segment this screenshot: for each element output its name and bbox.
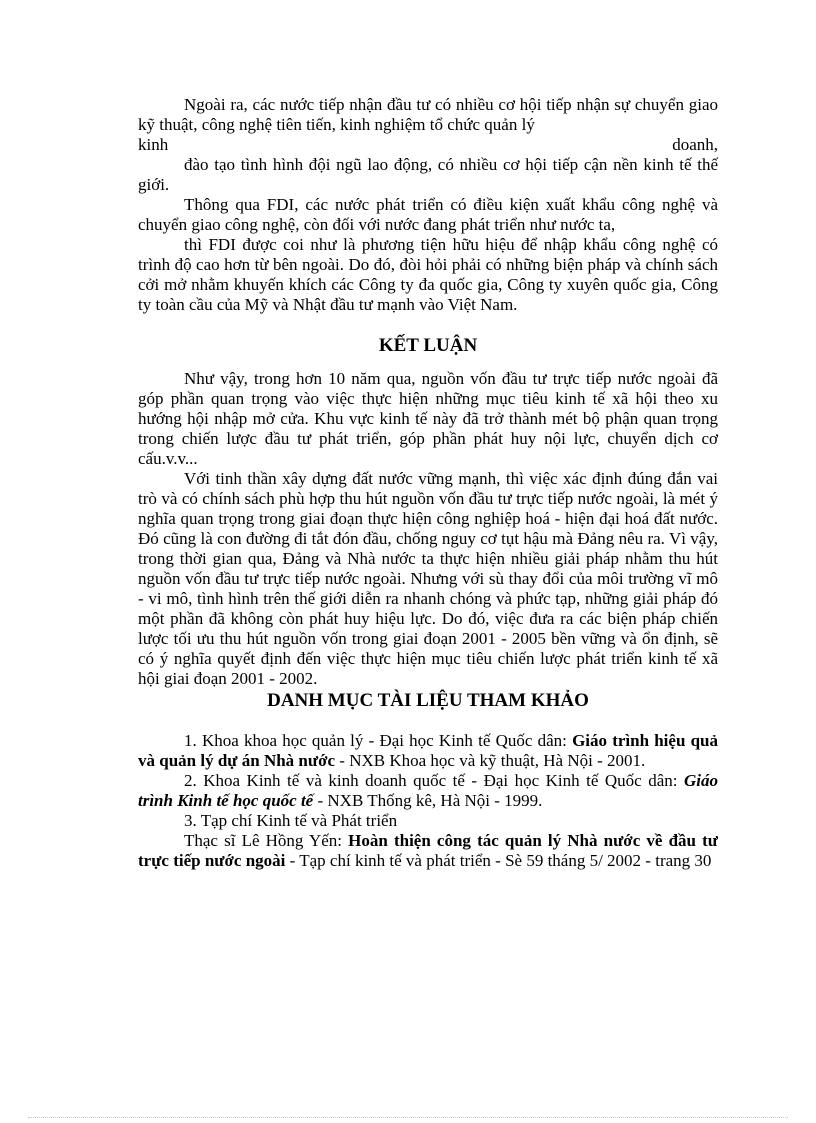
conclusion-paragraph-2: Với tinh thần xây dựng đất nước vững mạnh, thì việc xác định đúng đắn vai trò và có chính sách phù hợp thu hút nguồn vốn đầu tư trực tiếp nước ngoài, là mét ý nghĩa quan trọng trong giai đoạn thực hiện công nghiệp hoá - hiện đại hoá đất nước. Đó cũng là con đường đi tắt đón đầu, chống nguy cơ tụt hậu mà Đảng nêu ra. Vì vậy, trong thời gian qua, Đảng và Nhà nước ta thực hiện nhiều giải pháp nhằm thu hút nguồn vốn đầu tư trực tiếp nước ngoài. Nhưng với sù thay đổi của môi trường vĩ mô - vi mô, tình hình trên thế giới diễn ra nhanh chóng và phức tạp, những giải pháp đó một phần đã không còn phát huy hiệu lực. Do đó, việc đưa ra các biện pháp chiến lược tối ưu thu hút nguồn vốn trong giai đoạn 2001 - 2005 bền vững và ổn định, sẽ có ý nghĩa quyết định đến việc thực hiện mục tiêu chiến lược phát triển kinh tế xã hội giai đoạn 2001 - 2002. [138, 469, 718, 688]
reference-2-publisher: - NXB Thống kê, Hà Nội - 1999. [317, 791, 543, 810]
reference-2-title: Giáo trình Kinh tế học quốc tế [138, 771, 718, 810]
reference-4-author: Thạc sĩ Lê Hồng Yến: [184, 831, 342, 850]
page-content [138, 95, 718, 871]
paragraph-intro-1-continued: đào tạo tình hình đội ngũ lao động, có nhiều cơ hội tiếp cận nền kinh tế thế giới. [138, 155, 718, 194]
paragraph-intro-2: Thông qua FDI, các nước phát triển có điều kiện xuất khẩu công nghệ và chuyển giao công nghệ, còn đối với nước đang phát triển như nước ta, [138, 195, 718, 234]
reference-item-1 [138, 731, 718, 771]
reference-1-source: 1. Khoa khoa học quản lý - Đại học Kinh tế Quốc dân: [184, 731, 567, 750]
page-bottom-divider [28, 1117, 788, 1118]
references-heading: DANH MỤC TÀI LIỆU THAM KHẢO [267, 690, 589, 711]
reference-2-source: 2. Khoa Kinh tế và kinh doanh quốc tế - Đại học Kinh tế Quốc dân: [184, 771, 678, 790]
reference-item-2 [138, 771, 718, 811]
word-doanh: doanh, [672, 135, 718, 154]
conclusion-paragraph-1: Như vậy, trong hơn 10 năm qua, nguồn vốn đầu tư trực tiếp nước ngoài đã góp phần quan trọng vào việc thực hiện những mục tiêu kinh tế xã hội theo xu hướng hội nhập mở cửa. Khu vực kinh tế này đã trở thành mét bộ phận quan trọng trong chiến lược đầu tư phát triển, góp phần phát huy nội lực, chuyển dịch cơ cấu.v.v... [138, 369, 718, 468]
reference-item-3: 3. Tạp chí Kinh tế và Phát triển [184, 811, 398, 830]
reference-4-title: Hoàn thiện công tác quản lý Nhà nước về đầu tư trực tiếp nước ngoài [138, 831, 718, 870]
paragraph-intro-2-continued: thì FDI được coi như là phương tiện hữu hiệu để nhập khẩu công nghệ có trình độ cao hơn từ bên ngoài. Do đó, đòi hỏi phải có những biện pháp và chính sách cởi mở nhằm khuyến khích các Công ty đa quốc gia, Công ty xuyên quốc gia, Công ty toàn cầu của Mỹ và Nhật đầu tư mạnh vào Việt Nam. [138, 235, 718, 314]
reference-4-publisher: - Tạp chí kinh tế và phát triển - Sè 59 tháng 5/ 2002 - trang 30 [289, 851, 712, 870]
word-kinh: kinh [138, 135, 169, 154]
reference-1-publisher: - NXB Khoa học và kỹ thuật, Hà Nội - 2001. [339, 751, 646, 770]
justified-break-line [138, 135, 718, 155]
reference-item-4 [138, 831, 718, 871]
conclusion-heading: KẾT LUẬN [378, 335, 478, 356]
reference-1-title: Giáo trình hiệu quả và quản lý dự án Nhà nước [138, 731, 719, 770]
paragraph-intro-1: Ngoài ra, các nước tiếp nhận đầu tư có nhiều cơ hội tiếp nhận sự chuyển giao kỹ thuật, công nghệ tiên tiến, kinh nghiệm tổ chức quản lý [138, 95, 718, 134]
